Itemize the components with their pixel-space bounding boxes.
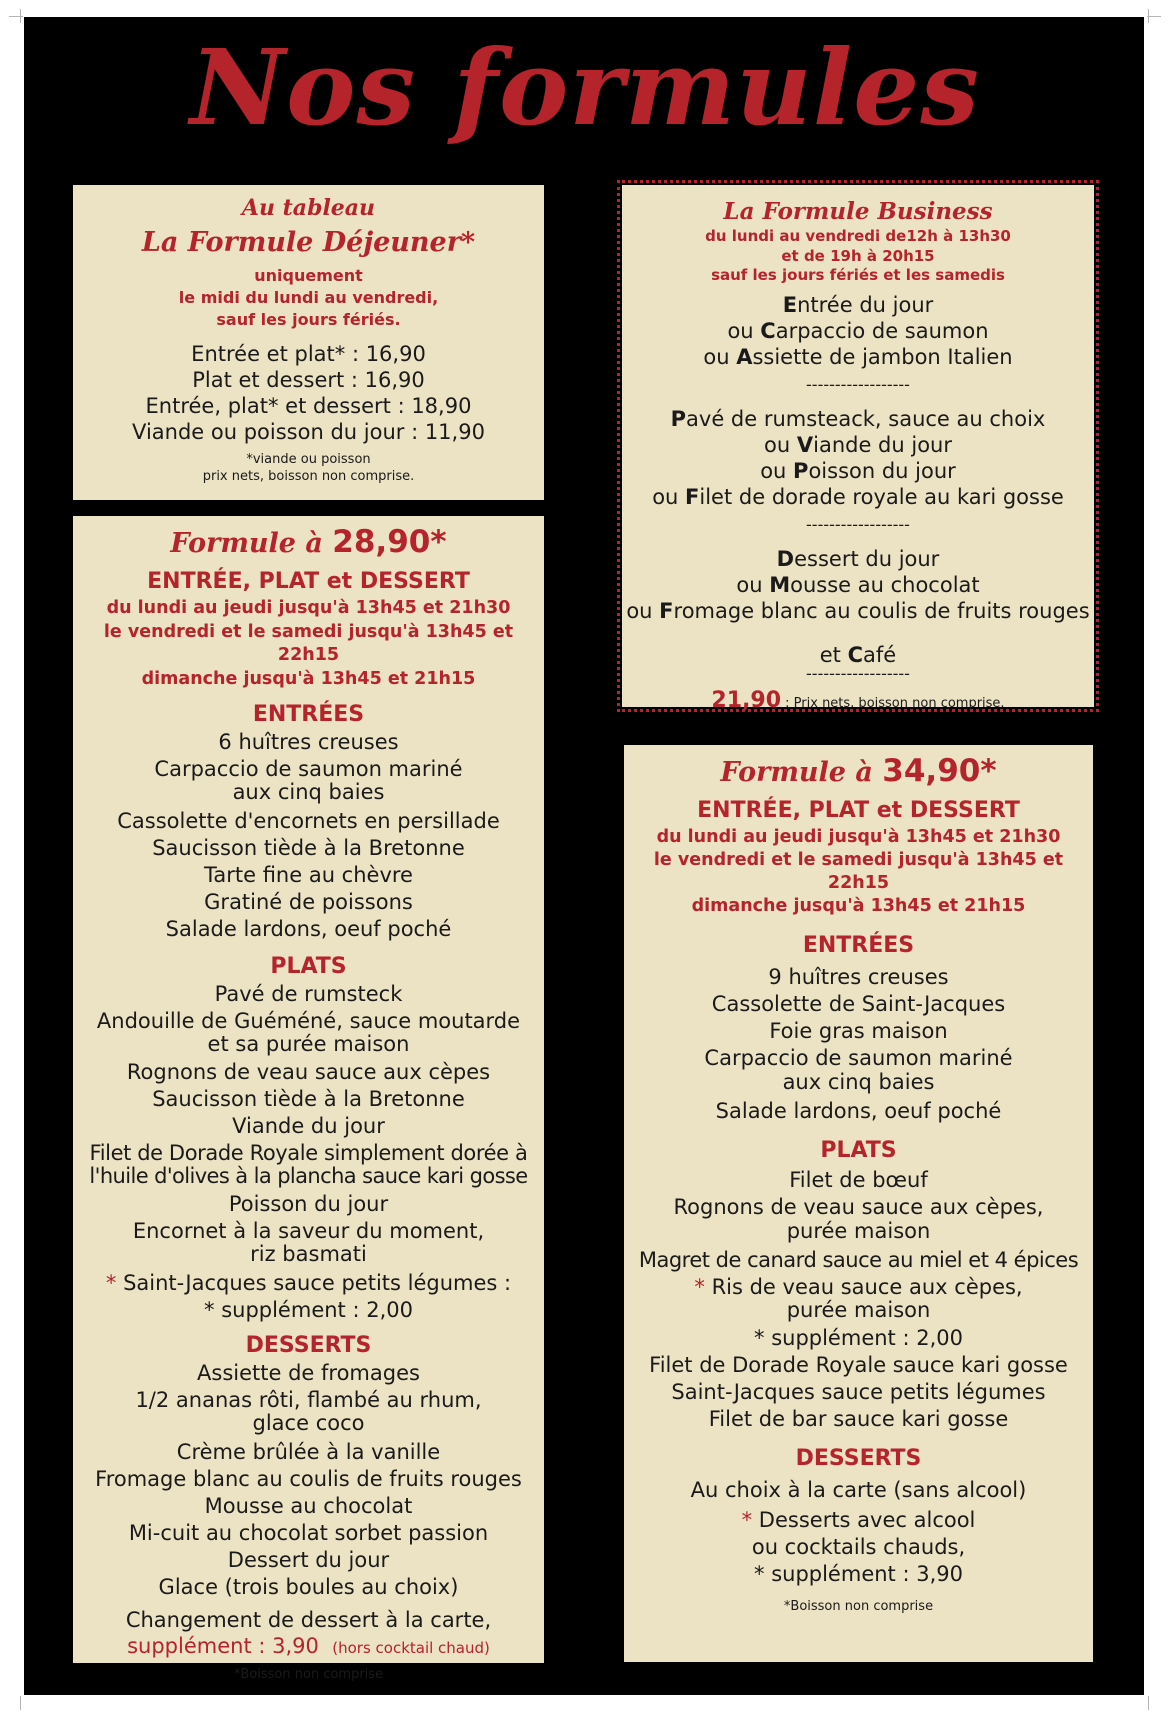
hours-line: dimanche jusqu'à 13h45 et 21h15 xyxy=(141,668,476,689)
f2890-footnote: *Boisson non comprise xyxy=(233,1667,384,1682)
hours-line: du lundi au jeudi jusqu'à 13h45 et 21h30 xyxy=(656,827,1061,847)
menu-item: et sa purée maison xyxy=(207,1032,410,1056)
business-dessert-1: Dessert du jour xyxy=(776,546,940,571)
menu-item: Cassolette d'encornets en persillade xyxy=(117,809,500,833)
f2890-price: 28,90* xyxy=(332,524,447,560)
menu-item: riz basmati xyxy=(250,1242,367,1266)
menu-item: Rognons de veau sauce aux cèpes, xyxy=(673,1195,1044,1219)
menu-item: 1/2 ananas rôti, flambé au rhum, xyxy=(135,1388,482,1412)
menu-item: Saucisson tiède à la Bretonne xyxy=(152,836,465,860)
crop-mark xyxy=(9,16,23,17)
f3490-title: Formule à 34,90* xyxy=(720,753,997,789)
dejeuner-conditions xyxy=(73,265,544,331)
menu-item: purée maison xyxy=(786,1219,931,1243)
condition-line: le midi du lundi au vendredi, xyxy=(178,288,439,307)
hours-line: du lundi au jeudi jusqu'à 13h45 et 21h30 xyxy=(106,598,511,618)
business-cafe: et Café xyxy=(819,642,897,667)
condition-line: du lundi au vendredi de12h à 13h30 xyxy=(705,227,1011,245)
menu-item: Mi-cuit au chocolat sorbet passion xyxy=(128,1521,489,1545)
condition-line: sauf les jours fériés. xyxy=(216,310,401,329)
f2890-entrees-title: ENTRÉES xyxy=(252,702,365,727)
menu-item: 6 huîtres creuses xyxy=(218,730,399,754)
business-desserts xyxy=(622,546,1094,624)
menu-item: Salade lardons, oeuf poché xyxy=(715,1099,1002,1123)
menu-item: Poisson du jour xyxy=(228,1192,389,1216)
dejeuner-prices xyxy=(73,341,544,445)
price-line: Entrée, plat* et dessert : 18,90 xyxy=(145,394,472,418)
menu-item: Pavé de rumsteck xyxy=(214,982,403,1006)
price-line: Viande ou poisson du jour : 11,90 xyxy=(132,420,485,444)
supplement: * supplément : 3,90 xyxy=(754,1562,963,1586)
f3490-entrees-title: ENTRÉES xyxy=(802,933,915,958)
business-price-line: 21,90 : Prix nets, boisson non comprise. xyxy=(711,687,1005,713)
menu-item: Filet de Dorade Royale simplement dorée à xyxy=(89,1141,528,1165)
menu-item: Encornet à la saveur du moment, xyxy=(132,1219,485,1243)
menu-item: Foie gras maison xyxy=(769,1019,948,1043)
business-entrees xyxy=(622,292,1094,370)
f2890-desserts xyxy=(73,1360,544,1601)
crop-mark xyxy=(1148,1696,1149,1710)
menu-item: Saucisson tiède à la Bretonne xyxy=(152,1087,465,1111)
f3490-subtitle: ENTRÉE, PLAT et DESSERT xyxy=(697,798,1020,823)
menu-item: Fromage blanc au coulis de fruits rouges xyxy=(95,1467,522,1491)
f2890-desserts-title: DESSERTS xyxy=(245,1333,372,1358)
menu-item: Rognons de veau sauce aux cèpes xyxy=(126,1060,491,1084)
menu-item: Filet de Dorade Royale sauce kari gosse xyxy=(649,1353,1068,1377)
page-title: Nos formules xyxy=(190,26,980,149)
menu-item: Cassolette de Saint-Jacques xyxy=(711,992,1006,1016)
supplement: * supplément : 2,00 xyxy=(754,1326,963,1350)
crop-mark xyxy=(1147,16,1161,17)
formule-3490-panel xyxy=(624,745,1093,1662)
menu-item: Magret de canard sauce au miel et 4 épices xyxy=(638,1248,1079,1272)
menu-item: Crème brûlée à la vanille xyxy=(176,1440,441,1464)
menu-item: Filet de bar sauce kari gosse xyxy=(708,1407,1009,1431)
formule-2890-panel xyxy=(73,516,544,1682)
change-dessert-line: Changement de dessert à la carte, xyxy=(125,1608,492,1632)
menu-item: Mousse au chocolat xyxy=(204,1494,413,1518)
f3490-hours xyxy=(624,826,1093,918)
menu-item: Carpaccio de saumon mariné xyxy=(154,757,463,781)
business-plat-4: ou Filet de dorade royale au kari gosse xyxy=(652,484,1064,509)
hours-line: le vendredi et le samedi jusqu'à 13h45 et 22h15 xyxy=(103,621,514,665)
f3490-entrees xyxy=(624,964,1093,1125)
formule-business-panel xyxy=(622,185,1094,713)
change-supplement-line: supplément : 3,90 (hors cocktail chaud) xyxy=(127,1634,490,1658)
menu-item: * Ris de veau sauce aux cèpes, xyxy=(694,1275,1023,1299)
f2890-plats-title: PLATS xyxy=(270,954,347,979)
formule-dejeuner-panel xyxy=(73,185,544,500)
dejeuner-notes xyxy=(73,451,544,485)
menu-item: Tarte fine au chèvre xyxy=(204,863,413,887)
condition-line: uniquement xyxy=(254,266,363,285)
crop-mark xyxy=(20,1696,21,1710)
f2890-title: Formule à 28,90* xyxy=(170,524,447,560)
menu-item: Assiette de fromages xyxy=(197,1361,420,1385)
business-entree-3: ou Assiette de jambon Italien xyxy=(703,344,1013,369)
hours-line: dimanche jusqu'à 13h45 et 21h15 xyxy=(691,896,1026,916)
f2890-plats xyxy=(73,981,544,1324)
menu-item: Gratiné de poissons xyxy=(204,890,413,914)
separator: ------------------ xyxy=(806,374,910,394)
menu-item: ou cocktails chauds, xyxy=(751,1535,966,1559)
menu-item: 9 huîtres creuses xyxy=(768,965,949,989)
separator: ------------------ xyxy=(806,663,910,683)
menu-item: * Desserts avec alcool xyxy=(741,1508,976,1532)
menu-item: Saint-Jacques sauce petits légumes xyxy=(671,1380,1046,1404)
business-entree-2: ou Carpaccio de saumon xyxy=(727,318,989,343)
dejeuner-kicker: Au tableau xyxy=(241,195,376,221)
dejeuner-title: La Formule Déjeuner* xyxy=(141,227,476,258)
business-conditions xyxy=(622,227,1094,286)
menu-item: aux cinq baies xyxy=(782,1070,935,1094)
menu-item: Viande du jour xyxy=(232,1114,385,1138)
business-entree-1: Entrée du jour xyxy=(782,292,934,317)
menu-item: Salade lardons, oeuf poché xyxy=(165,917,452,941)
price-line: Entrée et plat* : 16,90 xyxy=(191,342,426,366)
f3490-price: 34,90* xyxy=(882,753,997,789)
business-title: La Formule Business xyxy=(723,198,993,225)
business-plat-2: ou Viande du jour xyxy=(764,432,952,457)
menu-item: Glace (trois boules au choix) xyxy=(158,1575,459,1599)
menu-item: Andouille de Guéméné, sauce moutarde xyxy=(96,1009,521,1033)
business-price: 21,90 xyxy=(711,687,782,713)
menu-item: glace coco xyxy=(252,1411,365,1435)
menu-item: Carpaccio de saumon mariné xyxy=(704,1046,1013,1070)
menu-item: Filet de bœuf xyxy=(789,1168,928,1192)
business-dessert-3: ou Fromage blanc au coulis de fruits rouges xyxy=(626,598,1090,623)
business-plats xyxy=(622,406,1094,510)
business-dessert-2: ou Mousse au chocolat xyxy=(736,572,980,597)
menu-item: Dessert du jour xyxy=(227,1548,390,1572)
f2890-subtitle: ENTRÉE, PLAT et DESSERT xyxy=(147,569,470,594)
f3490-plats xyxy=(624,1167,1093,1433)
separator: ------------------ xyxy=(806,514,910,534)
note-line: prix nets, boisson non comprise. xyxy=(202,469,415,484)
f3490-footnote: *Boisson non comprise xyxy=(783,1599,934,1614)
hours-line: le vendredi et le samedi jusqu'à 13h45 et 22h15 xyxy=(653,850,1064,893)
condition-line: sauf les jours fériés et les samedis xyxy=(711,266,1005,284)
f3490-desserts-title: DESSERTS xyxy=(795,1446,922,1471)
f3490-desserts xyxy=(624,1477,1093,1588)
supplement: * supplément : 2,00 xyxy=(204,1298,413,1322)
menu-item: Au choix à la carte (sans alcool) xyxy=(690,1478,1027,1502)
menu-item: l'huile d'olives à la plancha sauce kari gosse xyxy=(89,1164,528,1188)
business-plat-1: Pavé de rumsteack, sauce au choix xyxy=(670,406,1046,431)
business-price-note: Prix nets, boisson non comprise. xyxy=(793,695,1005,711)
menu-item: * Saint-Jacques sauce petits légumes : xyxy=(105,1271,512,1295)
note-line: *viande ou poisson xyxy=(246,452,371,467)
menu-item: purée maison xyxy=(786,1298,931,1322)
f3490-plats-title: PLATS xyxy=(820,1138,897,1163)
f2890-entrees xyxy=(73,729,544,943)
menu-item: aux cinq baies xyxy=(232,780,385,804)
f2890-hours xyxy=(73,597,544,691)
condition-line: et de 19h à 20h15 xyxy=(781,246,935,265)
business-plat-3: ou Poisson du jour xyxy=(760,458,956,483)
price-line: Plat et dessert : 16,90 xyxy=(192,368,425,392)
